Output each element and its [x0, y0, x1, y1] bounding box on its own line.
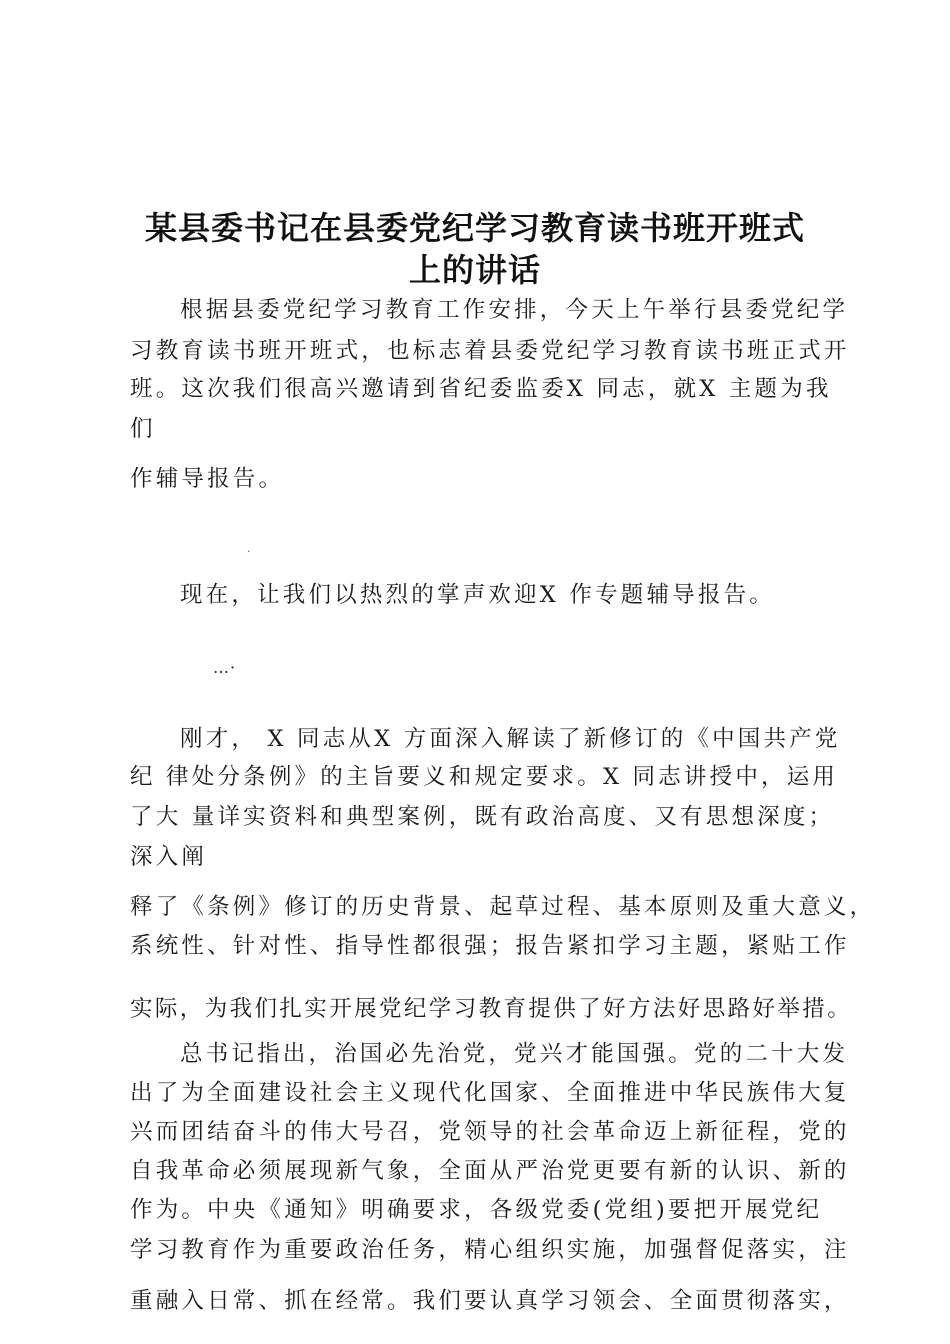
- ellipsis-mark: …·: [213, 658, 237, 677]
- document-title-line-2: 上的讲话: [408, 251, 541, 289]
- paragraph-4-line-7: 重融入日常、抓在经常。我们要认真学习领会、全面贯彻落实，: [130, 1288, 850, 1314]
- paragraph-4-line-6: 学习教育作为重要政治任务，精心组织实施，加强督促落实，注: [130, 1237, 850, 1263]
- paragraph-1-line-3: 班。这次我们很高兴邀请到省纪委监委X 同志，就X 主题为我: [130, 376, 832, 402]
- stray-dot: .: [247, 544, 251, 555]
- paragraph-3-end: 实际，为我们扎实开展党纪学习教育提供了好方法好思路好举措。: [130, 996, 853, 1022]
- paragraph-4-line-2: 出了为全面建设社会主义现代化国家、全面推进中华民族伟大复: [130, 1080, 850, 1106]
- paragraph-4-line-5: 作为。中央《通知》明确要求，各级党委(党组)要把开展党纪: [130, 1197, 823, 1223]
- paragraph-1-line-4: 们: [130, 416, 156, 442]
- paragraph-4-line-4: 自我革命必须展现新气象，全面从严治党更要有新的认识、新的: [130, 1158, 850, 1184]
- paragraph-3-line-3: 了大 量详实资料和典型案例，既有政治高度、又有思想深度；: [130, 804, 835, 830]
- paragraph-3-line-1: 刚才， X 同志从X 方面深入解读了新修订的《中国共产党: [180, 726, 841, 752]
- paragraph-3-cont-line-1: 释了《条例》修订的历史背景、起草过程、基本原则及重大意义，: [130, 894, 876, 920]
- paragraph-3-line-2: 纪 律处分条例》的主旨要义和规定要求。X 同志讲授中，运用: [130, 764, 839, 790]
- paragraph-3-line-4: 深入阐: [130, 844, 208, 870]
- paragraph-4-line-3: 兴而团结奋斗的伟大号召，党领导的社会革命迈上新征程，党的: [130, 1119, 850, 1145]
- document-title-line-1: 某县委书记在县委党纪学习教育读书班开班式: [144, 209, 805, 247]
- paragraph-1-line-1: 根据县委党纪学习教育工作安排，今天上午举行县委党纪学: [180, 297, 849, 323]
- paragraph-1-line-2: 习教育读书班开班式，也标志着县委党纪学习教育读书班正式开: [130, 338, 850, 364]
- paragraph-1-tail: 作辅导报告。: [130, 466, 285, 492]
- paragraph-2: 现在，让我们以热烈的掌声欢迎X 作专题辅导报告。: [180, 582, 775, 608]
- paragraph-3-cont-line-2: 系统性、针对性、指导性都很强；报告紧扣学习主题，紧贴工作: [130, 933, 850, 959]
- paragraph-4-line-1: 总书记指出，治国必先治党，党兴才能国强。党的二十大发: [180, 1041, 849, 1067]
